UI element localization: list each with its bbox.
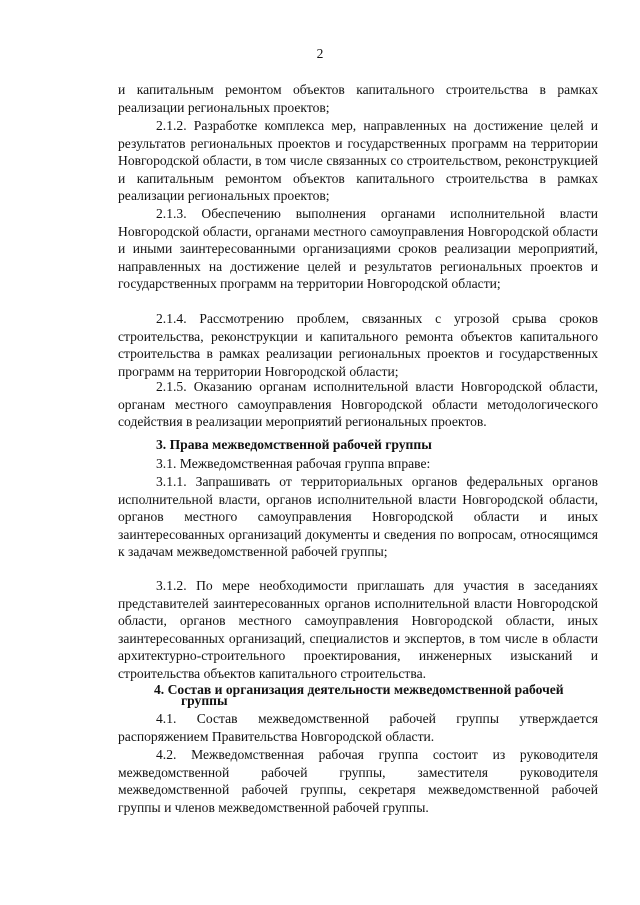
paragraph-4-2: 4.2. Межведомственная рабочая группа состоит из руководителя межведомственной рабочей группы, заместителя руководителя межведомственной рабочей группы, секретаря межведомственной рабочей группы и членов межведомственной рабочей группы. [118, 747, 598, 815]
paragraph-continuation: и капитальным ремонтом объектов капитального строительства в рамках реализации региональных проектов; [118, 82, 598, 115]
section-3-heading: 3. Права межведомственной рабочей группы [156, 437, 432, 452]
paragraph-2-1-3: 2.1.3. Обеспечению выполнения органами исполнительной власти Новгородской области, органами местного самоуправления Новгородской области и иными заинтересованными организациями сроков реализации мероприятий, направленных на достижение целей и результатов региональных проектов и государственных программ на территории Новгородской области; [118, 206, 598, 292]
paragraph-3-1: 3.1. Межведомственная рабочая группа вправе: [156, 456, 431, 471]
section-4-heading-line2: группы [181, 693, 228, 708]
paragraph-2-1-4: 2.1.4. Рассмотрению проблем, связанных с угрозой срыва сроков строительства, реконструкции и капитального ремонта объектов капитального строительства в рамках реализации региональных проектов и государственных программ на территории Новгородской области; [118, 311, 598, 379]
paragraph-2-1-2: 2.1.2. Разработке комплекса мер, направленных на достижение целей и результатов региональных проектов и государственных программ на территории Новгородской области, в том числе связанных со строительством, реконструкцией и капитальным ремонтом объектов капитального строительства в рамках реализации региональных проектов; [118, 118, 598, 204]
section-4-heading-line1: 4. Состав и организация деятельности межведомственной рабочей [154, 682, 564, 697]
paragraph-4-1: 4.1. Состав межведомственной рабочей группы утверждается распоряжением Правительства Новгородской области. [118, 711, 598, 744]
paragraph-3-1-1: 3.1.1. Запрашивать от территориальных органов федеральных органов исполнительной власти, органов исполнительной власти Новгородской области, органов местного самоуправления Новгородской области и иных заинтересованных организаций документы и сведения по вопросам, относящимся к задачам межведомственной рабочей группы; [118, 474, 598, 560]
paragraph-2-1-5: 2.1.5. Оказанию органам исполнительной власти Новгородской области, органам местного самоуправления Новгородской области методологического содействия в реализации мероприятий региональных проектов. [118, 379, 598, 430]
paragraph-3-1-2: 3.1.2. По мере необходимости приглашать для участия в заседаниях представителей заинтересованных органов исполнительной власти Новгородской области, органов местного самоуправления Новгородской области, иных заинтересованных организаций, специалистов и экспертов, в том числе в области архитектурно-строительного проектирования, инженерных изысканий и строительства объектов капитального строительства. [118, 578, 598, 681]
page-number: 2 [316, 46, 324, 61]
